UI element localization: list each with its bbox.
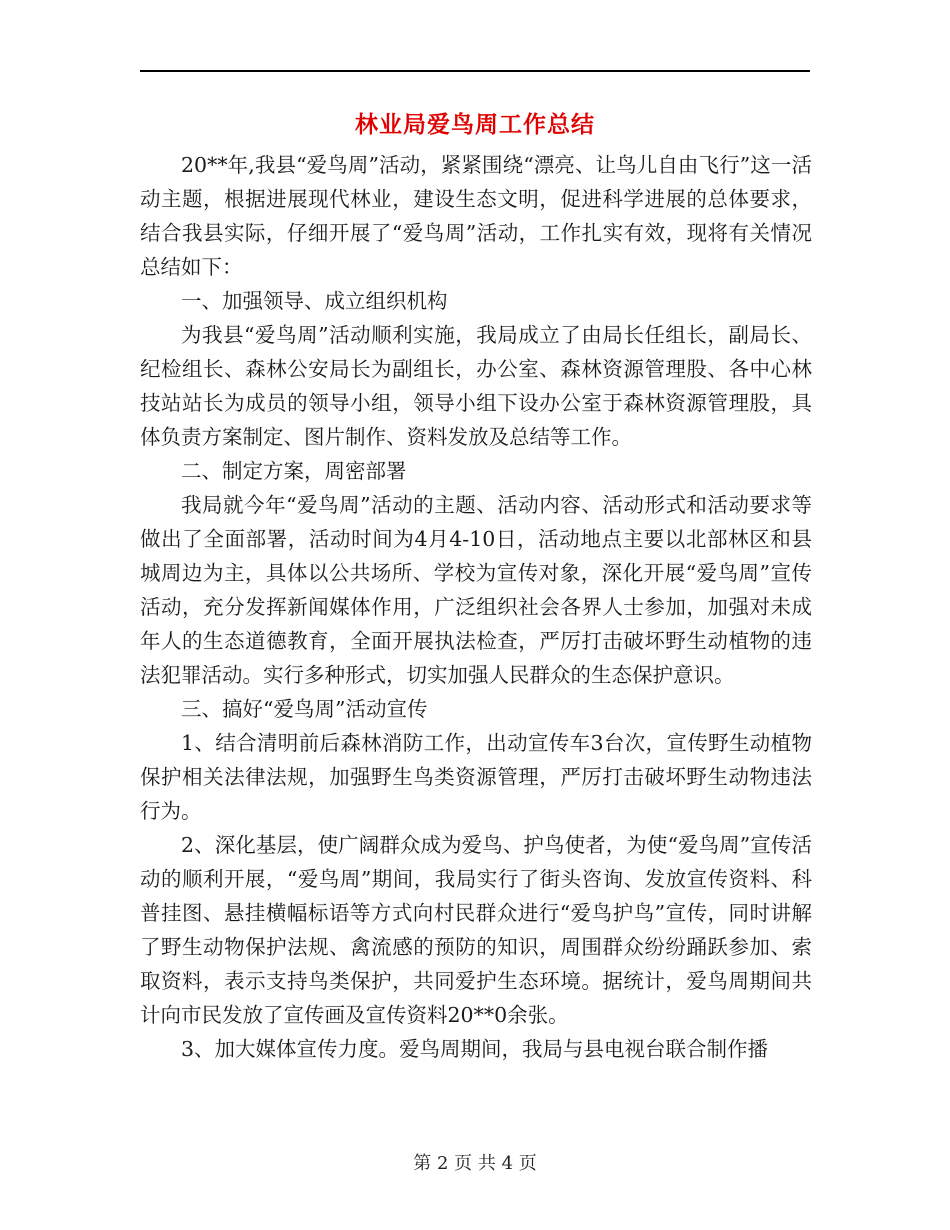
document-body	[140, 148, 812, 1066]
header-rule	[140, 70, 810, 72]
paragraph-item-2: 2、深化基层，使广阔群众成为爱鸟、护鸟使者，为使“爱鸟周”宣传活动的顺利开展，“爱鸟周”期间，我局实行了街头咨询、发放宣传资料、科普挂图、悬挂横幅标语等方式向村民群众进行“爱鸟护鸟”宣传，同时讲解了野生动物保护法规、禽流感的预防的知识，周围群众纷纷踊跃参加、索取资料，表示支持鸟类保护，共同爱护生态环境。据统计，爱鸟周期间共计向市民发放了宣传画及宣传资料20**0余张。	[140, 833, 812, 1027]
section-heading-2: 二、制定方案，周密部署	[181, 459, 407, 483]
paragraph-intro: 20**年,我县“爱鸟周”活动，紧紧围绕“漂亮、让鸟儿自由飞行”这一活动主题，根据进展现代林业，建设生态文明，促进科学进展的总体要求，结合我县实际，仔细开展了“爱鸟周”活动，工作扎实有效，现将有关情况总结如下：	[140, 153, 812, 279]
section-heading-1: 一、加强领导、成立组织机构	[181, 289, 448, 313]
paragraph-plan: 我局就今年“爱鸟周”活动的主题、活动内容、活动形式和活动要求等做出了全面部署，活动时间为4月4-10日，活动地点主要以北部林区和县城周边为主，具体以公共场所、学校为宣传对象，深化开展“爱鸟周”宣传活动，充分发挥新闻媒体作用，广泛组织社会各界人士参加，加强对未成年人的生态道德教育，全面开展执法检查，严厉打击破坏野生动植物的违法犯罪活动。实行多种形式，切实加强人民群众的生态保护意识。	[140, 493, 812, 687]
paragraph-leadership: 为我县“爱鸟周”活动顺利实施，我局成立了由局长任组长，副局长、纪检组长、森林公安局长为副组长，办公室、森林资源管理股、各中心林技站站长为成员的领导小组，领导小组下设办公室于森林资源管理股，具体负责方案制定、图片制作、资料发放及总结等工作。	[140, 323, 812, 449]
section-heading-3: 三、搞好“爱鸟周”活动宣传	[181, 697, 428, 721]
paragraph-item-1: 1、结合清明前后森林消防工作，出动宣传车3台次，宣传野生动植物保护相关法律法规，加强野生鸟类资源管理，严厉打击破坏野生动物违法行为。	[140, 731, 812, 823]
page-number: 第 2 页 共 4 页	[413, 1153, 537, 1174]
document-title: 林业局爱鸟周工作总结	[355, 111, 595, 138]
paragraph-item-3: 3、加大媒体宣传力度。爱鸟周期间，我局与县电视台联合制作播	[181, 1037, 769, 1061]
